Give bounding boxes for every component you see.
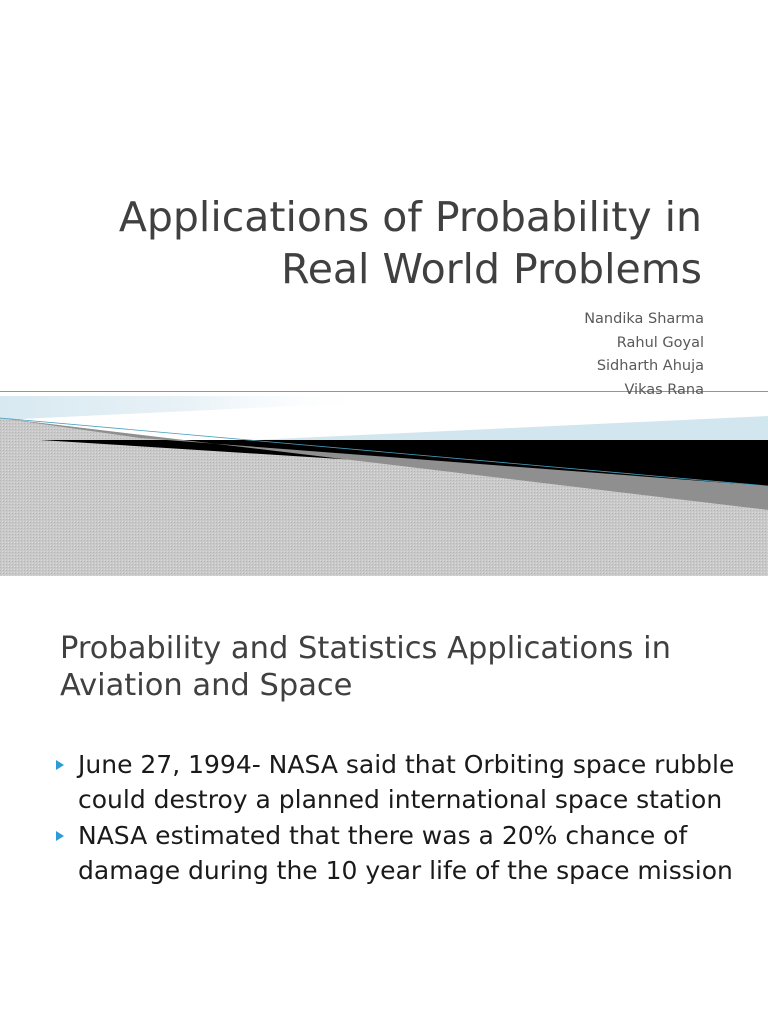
triangle-bullet-icon	[56, 831, 64, 841]
bullet-list	[56, 748, 736, 890]
content-slide-title: Probability and Statistics Applications in Aviation and Space	[60, 631, 671, 703]
light-blue-wedge	[255, 416, 768, 440]
slide-title: Applications of Probability in Real World Problems	[118, 193, 702, 293]
author-name: Nandika Sharma	[584, 311, 704, 327]
triangle-bullet-icon	[56, 760, 64, 770]
author-name: Sidharth Ahuja	[596, 358, 704, 374]
author-list	[404, 308, 704, 402]
left-fade-strip	[0, 396, 380, 420]
bullet-text: June 27, 1994- NASA said that Orbiting space rubble could destroy a planned international space station	[78, 750, 735, 814]
content-slide	[0, 576, 768, 1024]
bullet-item	[56, 819, 736, 888]
author-name: Vikas Rana	[624, 381, 704, 398]
author-name: Rahul Goyal	[616, 334, 704, 351]
bullet-text: NASA estimated that there was a 20% chance of damage during the 10 year life of the space mission	[78, 821, 733, 885]
bullet-item	[56, 748, 736, 817]
